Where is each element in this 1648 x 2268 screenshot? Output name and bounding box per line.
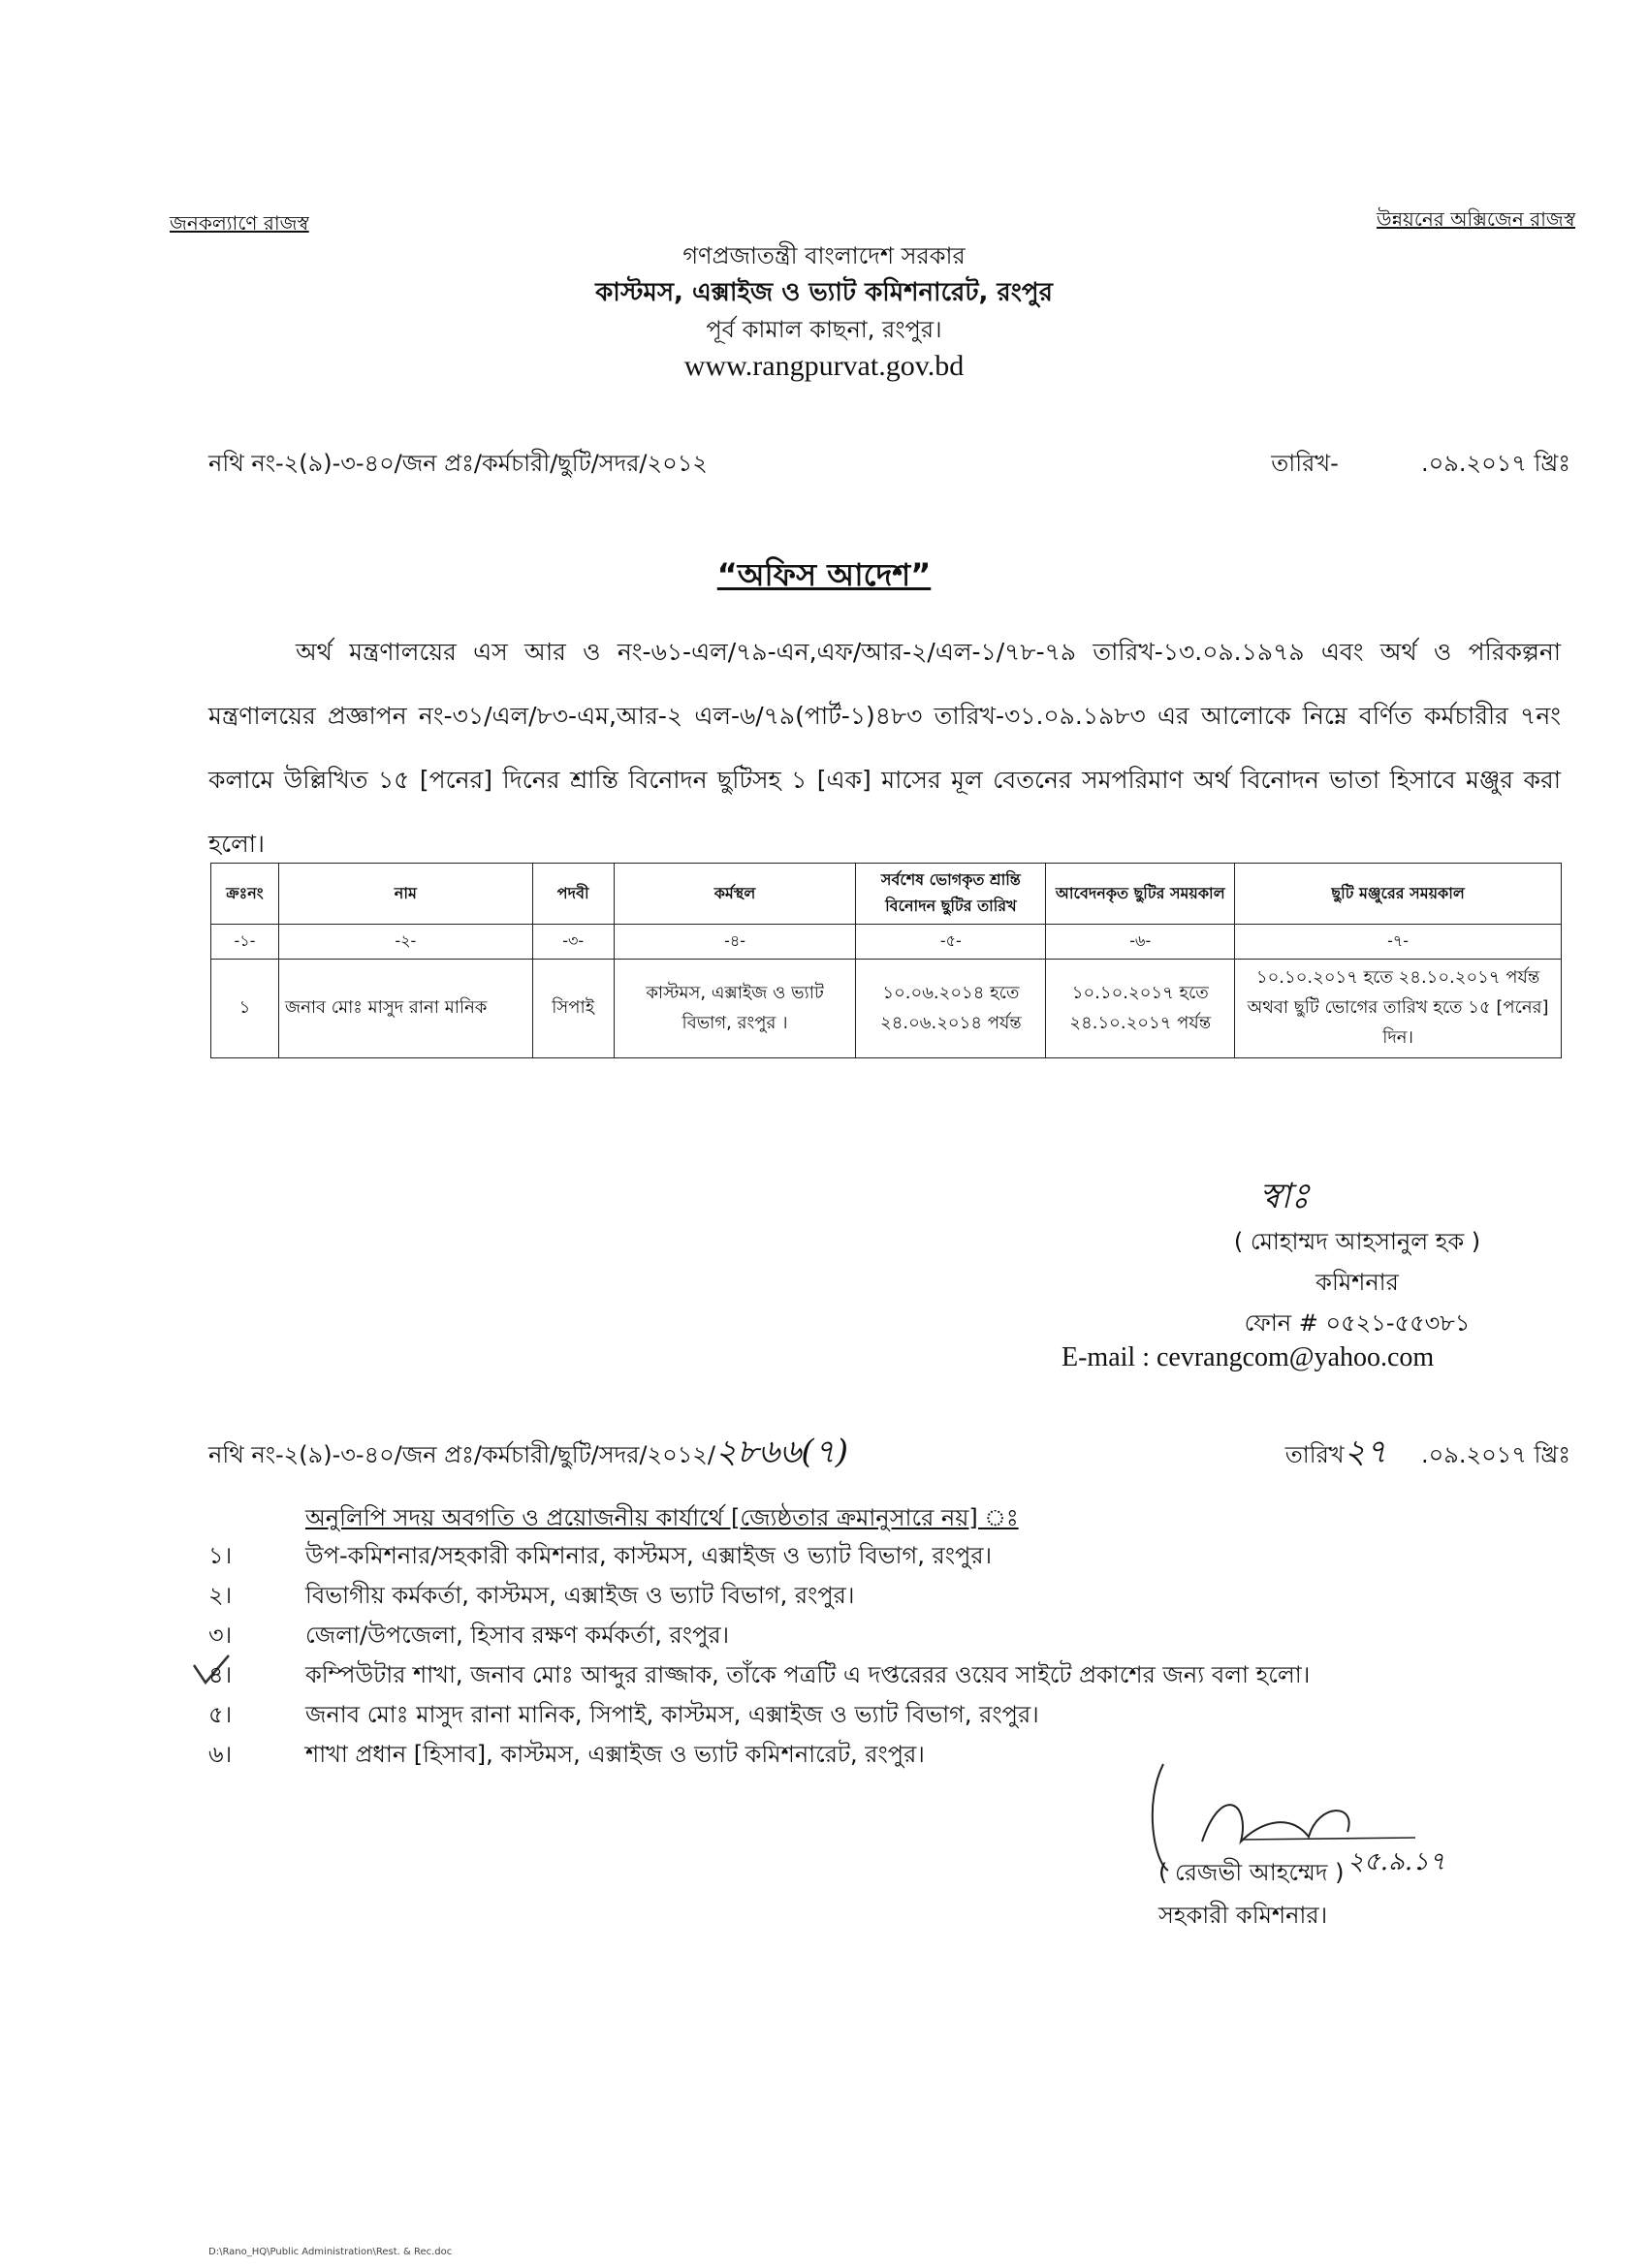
- assistant-commissioner-title: সহকারী কমিশনার।: [1158, 1902, 1328, 1929]
- list-item-text: শাখা প্রধান [হিসাব], কাস্টমস, এক্সাইজ ও ভ্যাট কমিশনারেট, রংপুর।: [305, 1740, 925, 1768]
- commissioner-phone: ফোন # ০৫২১-৫৫৩৮১: [1244, 1309, 1471, 1337]
- leave-table: [210, 863, 1562, 1058]
- file-path-footer: D:\Rano_HQ\Public Administration\Rest. & Rec.doc: [208, 2247, 453, 2257]
- order-title: “অফিস আদেশ”: [716, 556, 932, 593]
- list-item: [208, 1656, 1566, 1696]
- list-item-number: ৩।: [208, 1621, 233, 1649]
- column-header: পদবী: [532, 864, 614, 925]
- assistant-commissioner-block: [1158, 1851, 1344, 1937]
- column-header: কর্মস্থল: [614, 864, 856, 925]
- name-cell: জনাব মোঃ মাসুদ রানা মানিক: [278, 960, 532, 1058]
- signed-mark: স্বাঃ: [1259, 1177, 1310, 1216]
- commissioner-name: ( মোহাম্মদ আহসানুল হক ): [1233, 1228, 1481, 1255]
- table-row: [211, 960, 1562, 1058]
- list-item-text: জেলা/উপজেলা, হিসাব রক্ষণ কর্মকর্তা, রংপুর।: [305, 1621, 730, 1649]
- commissioner-email: E-mail : cevrangcom@yahoo.com: [1062, 1342, 1435, 1372]
- handwritten-memo-number: ২৮৬৬(৭): [714, 1433, 849, 1471]
- list-item-number: ৪।: [208, 1660, 233, 1688]
- office-address: পূর্ব কামাল কাছনা, রংপুর।: [706, 316, 942, 343]
- column-header: ক্রঃনং: [211, 864, 279, 925]
- government-name: গণপ্রজাতন্ত্রী বাংলাদেশ সরকার: [682, 242, 966, 269]
- column-number: -২-: [278, 925, 532, 960]
- list-item-number: ২।: [208, 1581, 233, 1609]
- list-item-text: উপ-কমিশনার/সহকারী কমিশনার, কাস্টমস, এক্সাইজ ও ভ্যাট বিভাগ, রংপুর।: [305, 1541, 993, 1569]
- column-number-row: [211, 925, 1562, 960]
- list-item-number: ৬।: [208, 1740, 233, 1768]
- motto-right: উন্নয়নের অক্সিজেন রাজস্ব: [1377, 207, 1575, 231]
- list-item: [208, 1617, 1566, 1656]
- table-header-row: [211, 864, 1562, 925]
- column-number: -৬-: [1046, 925, 1235, 960]
- list-item: [208, 1577, 1566, 1617]
- reference-number-2: [208, 1427, 848, 1482]
- column-number: -৩-: [532, 925, 614, 960]
- column-header: ছুটি মঞ্জুরের সময়কাল: [1235, 864, 1562, 925]
- designation-cell: সিপাই: [532, 960, 614, 1058]
- workplace-cell: কাস্টমস, এক্সাইজ ও ভ্যাট বিভাগ, রংপুর ।: [614, 960, 856, 1058]
- commissioner-signature-block: [1047, 1173, 1648, 1343]
- column-header: আবেদনকৃত ছুটির সময়কাল: [1046, 864, 1235, 925]
- applied-leave-cell: ১০.১০.২০১৭ হতে ২৪.১০.২০১৭ পর্যন্ত: [1046, 960, 1235, 1058]
- column-number: -১-: [211, 925, 279, 960]
- column-number: -৫-: [856, 925, 1046, 960]
- reference-date-2: [1285, 1427, 1570, 1482]
- handwritten-day: ২৭: [1344, 1433, 1387, 1471]
- list-item-text: কম্পিউটার শাখা, জনাব মোঃ আব্দুর রাজ্জাক, তাঁকে পত্রটি এ দপ্তরেরর ওয়েব সাইটে প্রকাশের জন্য বলা হলো।: [305, 1660, 1311, 1688]
- commissioner-title: কমিশনার: [1315, 1269, 1399, 1296]
- last-leave-cell: ১০.০৬.২০১৪ হতে ২৪.০৬.২০১৪ পর্যন্ত: [856, 960, 1046, 1058]
- order-body: অর্থ মন্ত্রণালয়ের এস আর ও নং-৬১-এল/৭৯-এন,এফ/আর-২/এল-১/৭৮-৭৯ তারিখ-১৩.০৯.১৯৭৯ এবং অর্থ ও পরিকল্পনা মন্ত্রণালয়ের প্রজ্ঞাপন নং-৩১/এল/৮৩-এম,আর-২ এল-৬/৭৯(পার্ট-১)৪৮৩ তারিখ-৩১.০৯.১৯৮৩ এর আলোকে নিম্নে বর্ণিত কর্মচারীর ৭নং কলামে উল্লিখিত ১৫ [পনের] দিনের শ্রান্তি বিনোদন ছুটিসহ ১ [এক] মাসের মূল বেতনের সমপরিমাণ অর্থ বিনোদন ভাতা হিসাবে মঞ্জুর করা হলো।: [208, 638, 1561, 858]
- office-website: www.rangpurvat.gov.bd: [683, 350, 965, 382]
- date-label: তারিখ: [1284, 1441, 1345, 1468]
- reference-date: [1271, 446, 1570, 485]
- date-value: .০৯.২০১৭ খ্রিঃ: [1421, 1441, 1570, 1468]
- assistant-commissioner-name: ( রেজভী আহম্মেদ ): [1158, 1859, 1345, 1886]
- column-number: -৪-: [614, 925, 856, 960]
- copy-distribution-list: [208, 1537, 1566, 1776]
- granted-leave-cell: ১০.১০.২০১৭ হতে ২৪.১০.২০১৭ পর্যন্ত অথবা ছুটি ভোগের তারিখ হতে ১৫ [পনের] দিন।: [1235, 960, 1562, 1058]
- serial-cell: ১: [211, 960, 279, 1058]
- list-item: [208, 1537, 1566, 1577]
- date-value: .০৯.২০১৭ খ্রিঃ: [1421, 450, 1570, 477]
- letterhead: [0, 237, 1648, 385]
- date-label: তারিখ-: [1271, 450, 1339, 477]
- list-item: [208, 1696, 1566, 1736]
- column-header: সর্বশেষ ভোগকৃত শ্রান্তি বিনোদন ছুটির তারিখ: [856, 864, 1046, 925]
- list-item-text: বিভাগীয় কর্মকর্তা, কাস্টমস, এক্সাইজ ও ভ্যাট বিভাগ, রংপুর।: [305, 1581, 855, 1609]
- motto-left: জনকল্যাণে রাজস্ব: [170, 211, 309, 235]
- copy-distribution-heading: অনুলিপি সদয় অবগতি ও প্রয়োজনীয় কার্যার্থে [জ্যেষ্ঠতার ক্রমানুসারে নয়] ঃ: [305, 1504, 1019, 1531]
- list-item-number: ৫।: [208, 1700, 233, 1728]
- column-number: -৭-: [1235, 925, 1562, 960]
- signature-date: ২৫.৯.১৭: [1347, 1847, 1445, 1876]
- list-item-number: ১।: [208, 1541, 233, 1569]
- reference-number: নথি নং-২(৯)-৩-৪০/জন প্রঃ/কর্মচারী/ছুটি/সদর/২০১২: [208, 450, 708, 477]
- office-name: কাস্টমস, এক্সাইজ ও ভ্যাট কমিশনারেট, রংপুর: [595, 278, 1053, 307]
- list-item-text: জনাব মোঃ মাসুদ রানা মানিক, সিপাই, কাস্টমস, এক্সাইজ ও ভ্যাট বিভাগ, রংপুর।: [305, 1700, 1039, 1728]
- column-header: নাম: [278, 864, 532, 925]
- reference-number-text: নথি নং-২(৯)-৩-৪০/জন প্রঃ/কর্মচারী/ছুটি/সদর/২০১২/: [208, 1441, 715, 1468]
